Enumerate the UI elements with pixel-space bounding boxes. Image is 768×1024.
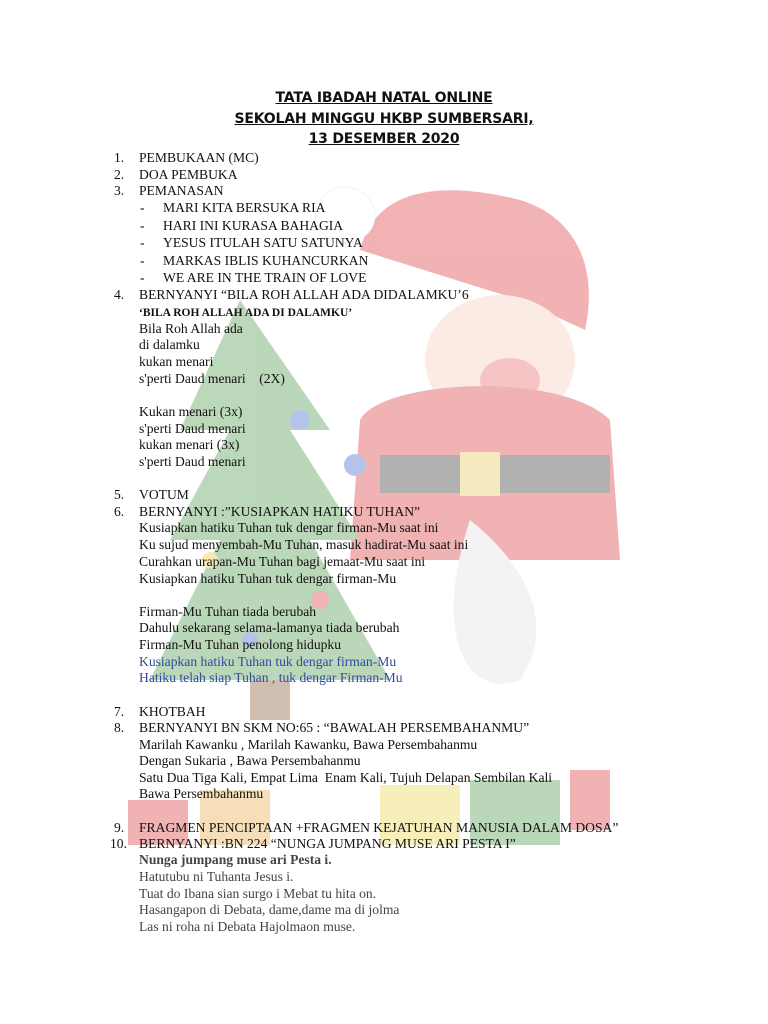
document-page: TATA IBADAH NATAL ONLINE SEKOLAH MINGGU HKBP SUMBERSARI, 13 DESEMBER 2020 1. PEMBUKAAN (MC) 2. DOA PEMBUKA 3. PEMANASAN - MARI KITA BERSUKA RIA - HARI INI KURASA BAHAGIA - YESUS ITULAH SATU SATUNYA - MARKAS IBLIS KUHANCURKAN - WE ARE IN THE TRAIN OF LOVE 4. BERNYANYI “BILA ROH ALLAH ADA DIDALAMKU’6 ‘BILA ROH ALLAH ADA DI DALAMKU’ Bila Roh Allah ada di dalamku kukan menari s'perti Daud menari (2X) Kukan menari (3x) s'perti Daud menari kukan menari (3x) s'perti Daud menari 5. VOTUM 6. BERNYANYI :”KUSIAPKAN HATIKU TUHAN” Kusiapkan hatiku Tuhan tuk dengar firman-Mu saat ini Ku sujud menyembah-Mu Tuhan, masuk hadirat-Mu saat ini Curahkan urapan-Mu Tuhan bagi jemaat-Mu saat ini Kusiapkan hatiku Tuhan tuk dengar firman-Mu Firman-Mu Tuhan tiada berubah Dahulu sekarang selama-lamanya tiada berubah Firman-Mu Tuhan penolong hidupku Kusiapkan hatiku Tuhan tuk dengar firman-Mu Hatiku telah siap Tuhan , tuk dengar Firman-Mu 7. KHOTBAH 8. BERNYANYI BN SKM NO:65 : “BAWALAH PERSEMBAHANMU” Marilah Kawanku , Marilah Kawanku, Bawa Persembahanmu Dengan Sukaria , Bawa Persembahanmu Satu Dua Tiga Kali, Empat Lima Enam Kali, Tujuh Delapan Sembilan Kali Bawa Persembahanmu 9. FRAGMEN PENCIPTAAN +FRAGMEN KEJATUHAN MANUSIA DALAM DOSA” 10. BERNYANYI :BN 224 “NUNGA JUMPANG MUSE ARI PESTA I” Nunga jumpang muse ari Pesta i. Hatutubu ni Tuhanta Jesus i. Tuat do Ibana sian surgo i Mebat tu hita on. Hasangapon di Debata, dame,dame ma di jolma Las ni roha ni Debata Hajolmaon muse. [0,0,768,1024]
lyric-line: di dalamku [139,337,200,352]
lyric-line: Hatutubu ni Tuhanta Jesus i. [139,869,294,884]
lyric-line: kukan menari (3x) [139,437,240,452]
lyric-line: s'perti Daud menari (2X) [139,371,285,386]
lyric-line: Bila Roh Allah ada [139,321,243,336]
lyric-line: s'perti Daud menari [139,421,246,436]
song-heading: Nunga jumpang muse ari Pesta i. [139,852,332,867]
lyric-line: Kusiapkan hatiku Tuhan tuk dengar firman-Mu saat ini [139,520,439,535]
lyric-line: Marilah Kawanku , Marilah Kawanku, Bawa Persembahanmu [139,737,478,752]
lyric-line: Kusiapkan hatiku Tuhan tuk dengar firman-Mu [139,571,397,586]
document-date: 13 DESEMBER 2020 [308,131,460,147]
lyric-line: Firman-Mu Tuhan tiada berubah [139,604,317,619]
song-heading: ‘BILA ROH ALLAH ADA DI DALAMKU’ [139,307,353,319]
lyric-line: Tuat do Ibana sian surgo i Mebat tu hita on. [139,886,377,901]
lyric-line: Bawa Persembahanmu [139,786,264,801]
lyric-line: Hasangapon di Debata, dame,dame ma di jolma [139,902,400,917]
lyric-line: Curahkan urapan-Mu Tuhan bagi jemaat-Mu saat ini [139,554,426,569]
lyric-line: Satu Dua Tiga Kali, Empat Lima Enam Kali, Tujuh Delapan Sembilan Kali [139,770,553,785]
lyric-line-highlighted: Kusiapkan hatiku Tuhan tuk dengar firman-Mu [139,654,397,669]
document-title: TATA IBADAH NATAL ONLINE [275,90,493,106]
lyric-line: Kukan menari (3x) [139,404,243,419]
lyric-line: s'perti Daud menari [139,454,246,469]
lyric-line: kukan menari [139,354,214,369]
lyric-line: Las ni roha ni Debata Hajolmaon muse. [139,919,356,934]
document-subtitle: SEKOLAH MINGGU HKBP SUMBERSARI, [234,111,534,127]
lyric-line: Dengan Sukaria , Bawa Persembahanmu [139,753,361,768]
lyric-line: Dahulu sekarang selama-lamanya tiada berubah [139,620,400,635]
lyric-line: Firman-Mu Tuhan penolong hidupku [139,637,342,652]
lyric-line-highlighted: Hatiku telah siap Tuhan , tuk dengar Firman-Mu [139,670,403,685]
lyric-line: Ku sujud menyembah-Mu Tuhan, masuk hadirat-Mu saat ini [139,537,469,552]
